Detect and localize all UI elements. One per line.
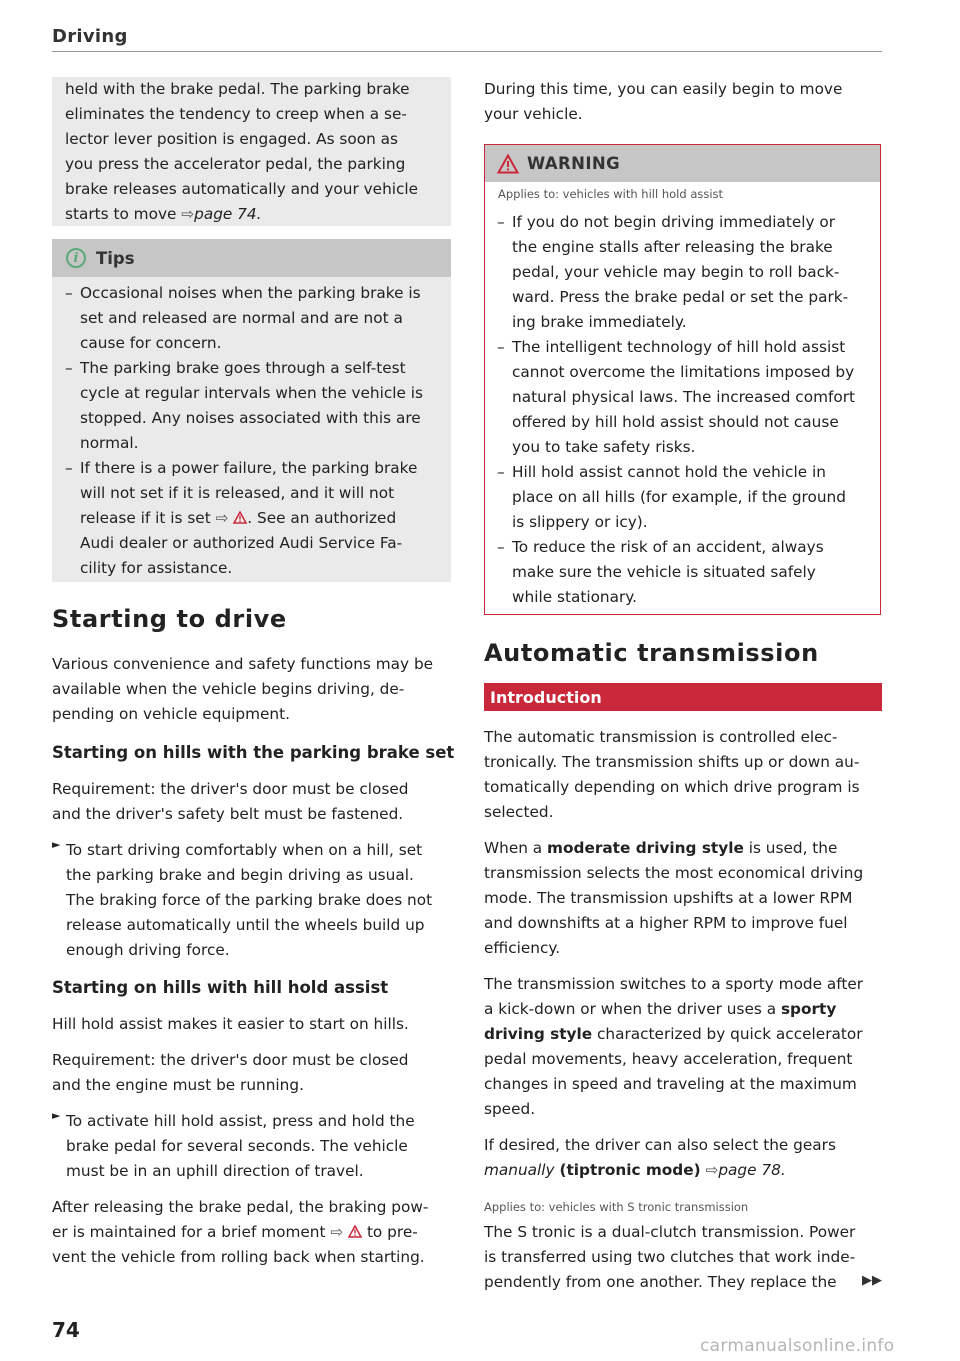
warning-label: WARNING (527, 154, 621, 173)
continued-note-text (65, 77, 450, 227)
list-item: – If there is a power failure, the parking brake will not set if it is released, and it will not release if it is set ⇨ . See an authorized Audi dealer or authorized Audi Service Fa- cility for assistance. (52, 456, 451, 581)
arrow-right-icon: ⇨ (330, 1223, 344, 1241)
requirement-text: Requirement: the driver's door must be closed and the driver's safety belt must be fastened. (52, 780, 409, 823)
hill-hold-intro: Hill hold assist makes it easier to start on hills. (52, 1015, 409, 1033)
continued-text: During this time, you can easily begin to move your vehicle. (484, 80, 843, 123)
subheading: Starting on hills with hill hold assist (52, 978, 389, 997)
after-release-text: After releasing the brake pedal, the braking pow- er is maintained for a brief moment ⇨ to pre- vent the vehicle from rolling back when starting. (52, 1198, 429, 1266)
step-item: ► To activate hill hold assist, press and hold the brake pedal for several seconds. The vehicle must be in an uphill direction of travel. (52, 1109, 415, 1180)
step-item: ► To start driving comfortably when on a hill, set the parking brake and begin driving as usual. The braking force of the parking brake does not release automatically until the wheels build up enough driving force. (52, 838, 433, 959)
text-line: you press the accelerator pedal, the parking (65, 155, 406, 173)
warning-triangle-icon[interactable] (233, 511, 247, 524)
list-item: – If you do not begin driving immediately or the engine stalls after releasing the brake pedal, your vehicle may begin to roll back- ward. Press the brake pedal or set the park- ing brake immediately. (484, 210, 880, 335)
page-reference-link[interactable]: page 74. (194, 205, 262, 223)
warning-triangle-icon (497, 154, 519, 174)
triangle-bullet-icon: ► (52, 1109, 61, 1122)
text-line: held with the brake pedal. The parking brake (65, 80, 410, 98)
paragraph: The automatic transmission is controlled elec- tronically. The transmission shifts up or down au- tomatically depending on which drive program is selected. (484, 728, 860, 821)
warning-list (484, 210, 880, 610)
subheading: Starting on hills with the parking brake set (52, 743, 455, 762)
warning-triangle-icon[interactable] (348, 1225, 362, 1238)
applies-to-note: Applies to: vehicles with hill hold assist (498, 187, 724, 201)
list-item: – The intelligent technology of hill hold assist cannot overcome the limitations imposed by natural physical laws. The increased comfort offered by hill hold assist should not cause you to take safety risks. (484, 335, 880, 460)
page-reference-link[interactable]: page 78. (718, 1161, 786, 1179)
tips-header (52, 239, 451, 277)
introduction-bar: Introduction (484, 683, 882, 711)
watermark: carmanualsonline.info (700, 1336, 895, 1356)
info-icon: i (66, 248, 86, 268)
section-title: Starting to drive (52, 605, 287, 633)
paragraph: If desired, the driver can also select the gears manually (tiptronic mode) ⇨page 78. (484, 1136, 836, 1179)
list-item: – Occasional noises when the parking brake is set and released are normal and are not a cause for concern. (52, 281, 451, 356)
continue-arrow-icon: ▶▶ (862, 1273, 882, 1288)
list-item: – Hill hold assist cannot hold the vehicle in place on all hills (for example, if the ground is slippery or icy). (484, 460, 880, 535)
tips-list (52, 281, 451, 581)
arrow-right-icon: ⇨ (215, 509, 229, 527)
requirement-text: Requirement: the driver's door must be closed and the engine must be running. (52, 1051, 409, 1094)
triangle-bullet-icon: ► (52, 838, 61, 851)
section-title: Automatic transmission (484, 639, 819, 667)
running-header: Driving (52, 26, 128, 47)
arrow-right-icon: ⇨ (181, 205, 195, 223)
page-number: 74 (52, 1318, 80, 1342)
paragraph: The transmission switches to a sporty mode after a kick-down or when the driver uses a sporty driving style characterized by quick accelerator pedal movements, heavy acceleration, frequent changes in speed and traveling at the maximum speed. (484, 975, 864, 1118)
header-rule (52, 51, 882, 52)
text-line: starts to move ⇨page 74. (65, 205, 262, 223)
tips-label: Tips (96, 248, 135, 268)
text-line: eliminates the tendency to creep when a se- (65, 105, 407, 123)
section-intro: Various convenience and safety functions may be available when the vehicle begins driving, de- pending on vehicle equipment. (52, 655, 434, 723)
warning-header (485, 145, 880, 182)
list-item: – To reduce the risk of an accident, always make sure the vehicle is situated safely while stationary. (484, 535, 880, 610)
applies-to-note: Applies to: vehicles with S tronic transmission (484, 1200, 749, 1214)
paragraph: When a moderate driving style is used, the transmission selects the most economical driving mode. The transmission upshifts at a lower RPM and downshifts at a higher RPM to improve fuel efficiency. (484, 839, 864, 957)
text-line: brake releases automatically and your vehicle (65, 180, 419, 198)
text-line: lector lever position is engaged. As soon as (65, 130, 399, 148)
arrow-right-icon: ⇨ (705, 1161, 719, 1179)
paragraph: The S tronic is a dual-clutch transmission. Power is transferred using two clutches that work inde- pendently from one another. They replace the (484, 1223, 856, 1291)
list-item: – The parking brake goes through a self-test cycle at regular intervals when the vehicle is stopped. Any noises associated with this are normal. (52, 356, 451, 456)
